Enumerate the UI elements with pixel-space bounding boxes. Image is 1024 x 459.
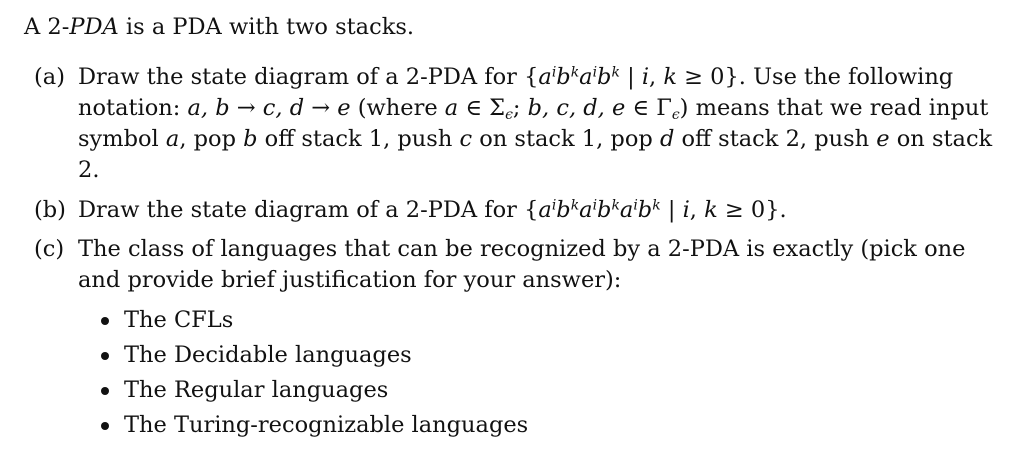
part-a-l3-e: off stack 2, push xyxy=(674,126,877,152)
part-b-text-1: Draw the state diagram of a 2-PDA for xyxy=(78,197,525,223)
part-a-l3-m3: c xyxy=(459,126,473,152)
bullet-icon xyxy=(101,422,109,430)
part-a-line-2 xyxy=(78,93,988,123)
part-a-l2-sub2: ϵ xyxy=(671,107,680,124)
part-a-l3-b: , pop xyxy=(179,126,244,152)
part-a-l2-e: ∈ Γ xyxy=(625,95,672,121)
part-a-l3-m1: a xyxy=(165,126,180,152)
bullet-icon xyxy=(101,387,109,395)
option-item: The Regular languages xyxy=(124,377,389,403)
part-a-l2-c: ∈ Σ xyxy=(458,95,506,121)
part-a-l3-a: symbol xyxy=(78,126,166,152)
part-a-l3-m5: e xyxy=(876,126,890,152)
part-a-l3-f: on stack xyxy=(889,126,993,152)
part-a-l2-f: ) means that we read input xyxy=(679,95,989,121)
part-a-l2-d: ; xyxy=(512,95,528,121)
intro-suffix: is a PDA with two stacks. xyxy=(118,14,415,40)
part-a-l2-b: (where xyxy=(350,95,445,121)
part-a-line-4: 2. xyxy=(78,157,100,183)
part-c-label: (c) xyxy=(34,236,65,262)
part-a-l3-c: off stack 1, push xyxy=(257,126,460,152)
intro-prefix: A 2- xyxy=(24,14,70,40)
bullet-icon xyxy=(101,352,109,360)
part-b-line-1 xyxy=(78,195,787,225)
part-a-l2-math3: b, c, d, e xyxy=(527,95,626,121)
part-c-line-2: and provide brief justification for your answer): xyxy=(78,267,622,293)
part-a-l2-sub1: ϵ xyxy=(505,107,513,124)
part-b-set: {$a^ib^ka^ib^ka^ib^k$ | i, k ≥ 0} xyxy=(524,197,780,223)
part-a-label: (a) xyxy=(34,64,65,90)
bullet-icon xyxy=(101,317,109,325)
part-a-text-2: . Use the following xyxy=(738,64,954,90)
part-a-text-1: Draw the state diagram of a 2-PDA for xyxy=(78,64,525,90)
part-a-set: {$a^ib^ka^ib^k$ | i, k ≥ 0} xyxy=(524,64,739,90)
part-a-l3-m2: b xyxy=(243,126,258,152)
part-a-line-1 xyxy=(78,62,953,92)
option-item: The CFLs xyxy=(124,307,234,333)
option-item: The Decidable languages xyxy=(124,342,412,368)
part-a-l3-d: on stack 1, pop xyxy=(472,126,660,152)
part-a-l2-math2: a xyxy=(444,95,459,121)
part-a-l3-m4: d xyxy=(659,126,675,152)
intro-term: PDA xyxy=(69,14,119,40)
part-b-label: (b) xyxy=(34,197,66,223)
part-a-l2-math: a, b → c, d → e xyxy=(187,95,351,121)
part-b-text-2: . xyxy=(779,197,787,223)
intro-line xyxy=(24,12,414,42)
part-c-line-1: The class of languages that can be recognized by a 2-PDA is exactly (pick one xyxy=(78,236,966,262)
part-a-l2-a: notation: xyxy=(78,95,188,121)
part-a-line-3 xyxy=(78,124,992,154)
option-item: The Turing-recognizable languages xyxy=(124,412,529,438)
